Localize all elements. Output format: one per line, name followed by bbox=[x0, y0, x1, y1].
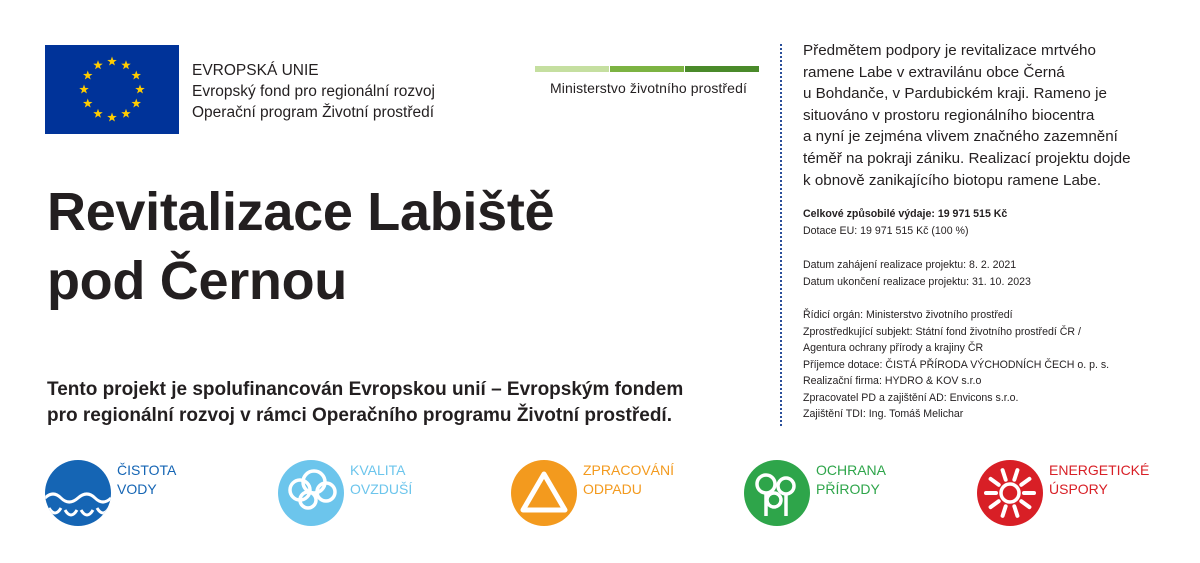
priority-label bbox=[350, 461, 412, 499]
sun-ray bbox=[1014, 506, 1017, 516]
ministry-name: Ministerstvo životního prostředí bbox=[550, 80, 747, 96]
priority-label-line-1: OCHRANA bbox=[816, 462, 887, 478]
description-line: téměř na pokraji zániku. Realizací projektu dojde bbox=[803, 149, 1131, 167]
project-description bbox=[803, 40, 1183, 191]
sun-ray bbox=[1003, 506, 1006, 516]
eu-name: EVROPSKÁ UNIE bbox=[192, 62, 319, 79]
eu-star bbox=[131, 71, 141, 80]
ministry-logo-bars bbox=[535, 66, 759, 72]
party-line: Zpracovatel PD a zajištění AD: Envicons s.r.o. bbox=[803, 391, 1019, 404]
start-date: Datum zahájení realizace projektu: 8. 2. 2021 bbox=[803, 259, 1017, 271]
priority-label-line-1: KVALITA bbox=[350, 462, 406, 478]
priority-label-line-1: ČISTOTA bbox=[117, 462, 177, 478]
eu-star bbox=[121, 60, 131, 69]
priority-label-line-1: ZPRACOVÁNÍ bbox=[583, 462, 675, 478]
description-line: ramene Labe v extravilánu obce Černá bbox=[803, 63, 1065, 81]
project-parties bbox=[803, 307, 1109, 423]
priority-label-line-2: ODPADU bbox=[583, 481, 642, 497]
eu-star bbox=[107, 57, 117, 66]
eu-star bbox=[83, 71, 93, 80]
eu-fund: Evropský fond pro regionální rozvoj bbox=[192, 83, 435, 100]
party-line: Řídicí orgán: Ministerstvo životního prostředí bbox=[803, 309, 1013, 321]
description-line: situováno v prostoru regionálního biocentra bbox=[803, 106, 1095, 124]
sun-ray bbox=[991, 479, 999, 485]
project-dates bbox=[803, 257, 1031, 290]
title-line-2: pod Černou bbox=[47, 251, 347, 311]
priority-label bbox=[583, 461, 674, 499]
eu-star bbox=[93, 60, 103, 69]
eu-star bbox=[131, 99, 141, 108]
sun-ray bbox=[1021, 501, 1029, 507]
sun-ray bbox=[1003, 470, 1006, 480]
party-line: Zprostředkující subjekt: Státní fond životního prostředí ČR / bbox=[803, 325, 1081, 338]
eu-programme: Operační program Životní prostředí bbox=[192, 104, 435, 121]
party-line: Realizační firma: HYDRO & KOV s.r.o bbox=[803, 375, 982, 387]
party-line: Zajištění TDI: Ing. Tomáš Melichar bbox=[803, 408, 964, 420]
cofinancing-line-1: Tento projekt je spolufinancován Evropskou unií – Evropským fondem bbox=[47, 379, 684, 400]
recycle-triangle-icon bbox=[511, 460, 577, 526]
dotted-divider bbox=[780, 44, 782, 426]
eu-grant: Dotace EU: 19 971 515 Kč (100 %) bbox=[803, 224, 969, 237]
sun-icon bbox=[977, 460, 1043, 526]
trees-icon bbox=[744, 460, 810, 526]
cofinancing-line-2: pro regionální rozvoj v rámci Operačního programu Životní prostředí. bbox=[47, 405, 672, 426]
priority-label bbox=[117, 461, 176, 499]
eu-star bbox=[135, 85, 145, 94]
sun-ray bbox=[991, 501, 999, 507]
cofinancing-statement bbox=[47, 377, 683, 429]
water-drops-icon bbox=[45, 460, 111, 526]
priority-label-line-2: PŘÍRODY bbox=[816, 481, 880, 497]
end-date: Datum ukončení realizace projektu: 31. 10. 2023 bbox=[803, 275, 1031, 288]
description-line: u Bohdanče, v Pardubickém kraji. Rameno je bbox=[803, 85, 1107, 103]
priority-label-line-2: OVZDUŠÍ bbox=[350, 481, 413, 497]
total-costs: Celkové způsobilé výdaje: 19 971 515 Kč bbox=[803, 208, 1008, 220]
eu-flag-logo bbox=[45, 45, 179, 134]
description-line: a nyní je zejména vlivem značného zazemnění bbox=[803, 128, 1118, 146]
priority-label bbox=[816, 461, 886, 499]
eu-star bbox=[93, 109, 103, 118]
eu-stars-icon bbox=[45, 45, 179, 134]
priority-label-line-2: ÚSPORY bbox=[1049, 481, 1108, 497]
description-line: k obnově zanikajícího biotopu ramene Labe. bbox=[803, 171, 1102, 189]
sun-ray bbox=[1021, 479, 1029, 485]
party-line: Příjemce dotace: ČISTÁ PŘÍRODA VÝCHODNÍCH ČECH o. p. s. bbox=[803, 358, 1110, 371]
eu-star bbox=[79, 85, 89, 94]
priority-label-line-1: ENERGETICKÉ bbox=[1049, 462, 1150, 478]
party-line: Agentura ochrany přírody a krajiny ČR bbox=[803, 342, 984, 354]
priority-label-line-2: VODY bbox=[117, 481, 157, 497]
page-title bbox=[47, 178, 554, 316]
eu-star bbox=[107, 113, 117, 122]
title-line-1: Revitalizace Labiště bbox=[47, 182, 555, 242]
cloud-icon bbox=[278, 460, 344, 526]
eu-star bbox=[83, 99, 93, 108]
project-costs bbox=[803, 206, 1007, 239]
description-line: Předmětem podpory je revitalizace mrtvého bbox=[803, 42, 1096, 59]
eu-star bbox=[121, 109, 131, 118]
sun-ray bbox=[1014, 470, 1017, 480]
eu-text-block bbox=[192, 60, 435, 123]
priority-label bbox=[1049, 461, 1149, 499]
